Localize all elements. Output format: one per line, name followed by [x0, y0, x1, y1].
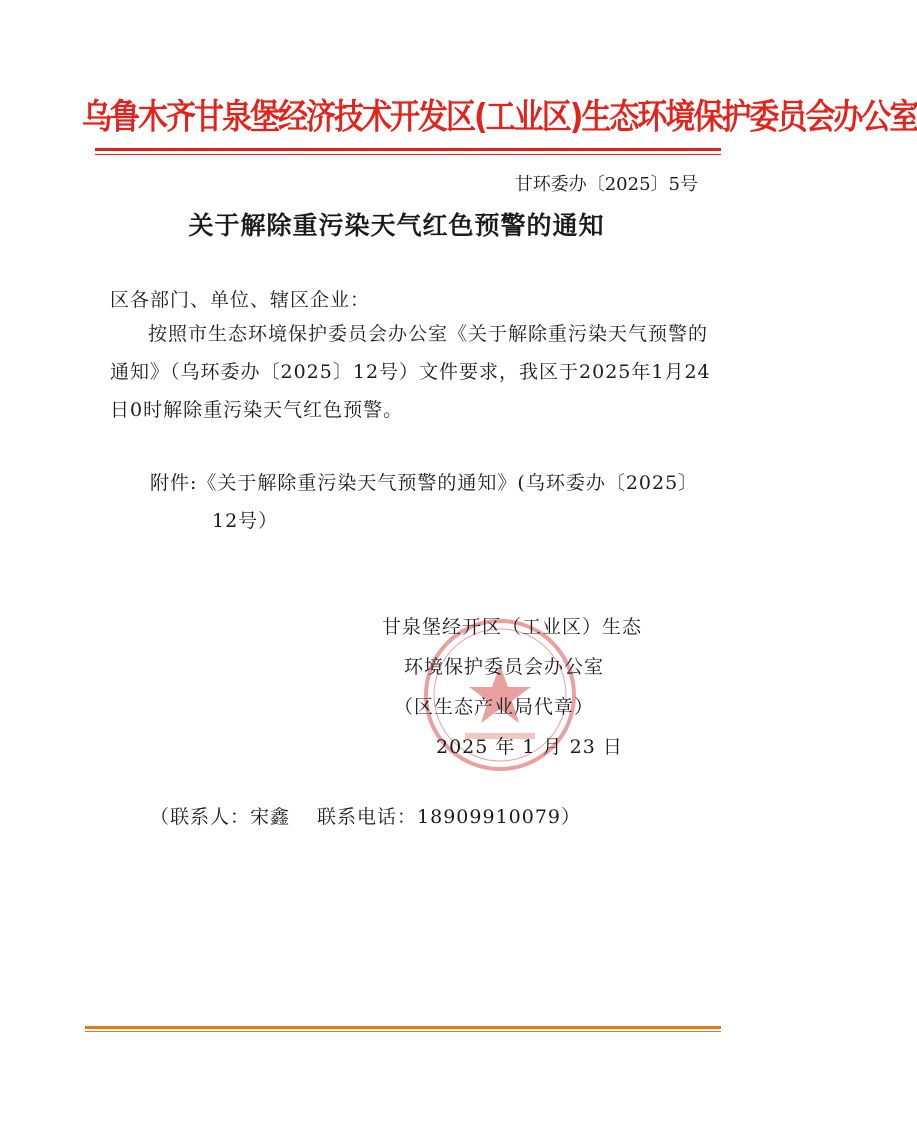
- body-paragraph: 按照市生态环境保护委员会办公室《关于解除重污染天气预警的通知》（乌环委办〔2025〕12号）文件要求，我区于2025年1月24日0时解除重污染天气红色预警。: [110, 323, 711, 421]
- signature-line-3: （区生态产业局代章）: [394, 696, 595, 718]
- attachment-note: [150, 464, 720, 540]
- attachment-line-1: 附件:《关于解除重污染天气预警的通知》(乌环委办〔2025〕: [150, 472, 699, 494]
- signature-date: 2025 年 1 月 23 日: [436, 736, 623, 758]
- footer-orange-rule-thick: [85, 1026, 721, 1029]
- document-number: 甘环委办〔2025〕5号: [514, 174, 698, 195]
- salutation: 区各部门、单位、辖区企业：: [110, 289, 371, 311]
- signature-line-1: 甘泉堡经开区（工业区）生态: [382, 616, 643, 638]
- issuing-organization-title: 乌鲁木齐甘泉堡经济技术开发区(工业区)生态环境保护委员会办公室: [82, 97, 917, 138]
- contact-info: （联系人：宋鑫 联系电话：18909910079）: [150, 806, 582, 828]
- notice-title: 关于解除重污染天气红色预警的通知: [188, 211, 605, 240]
- header-red-rule-thin: [95, 154, 721, 155]
- signature-line-2: 环境保护委员会办公室: [404, 656, 605, 678]
- footer-orange-rule-thin: [85, 1031, 721, 1032]
- attachment-line-2: 12号）: [212, 510, 279, 532]
- header-red-rule-thick: [95, 148, 721, 151]
